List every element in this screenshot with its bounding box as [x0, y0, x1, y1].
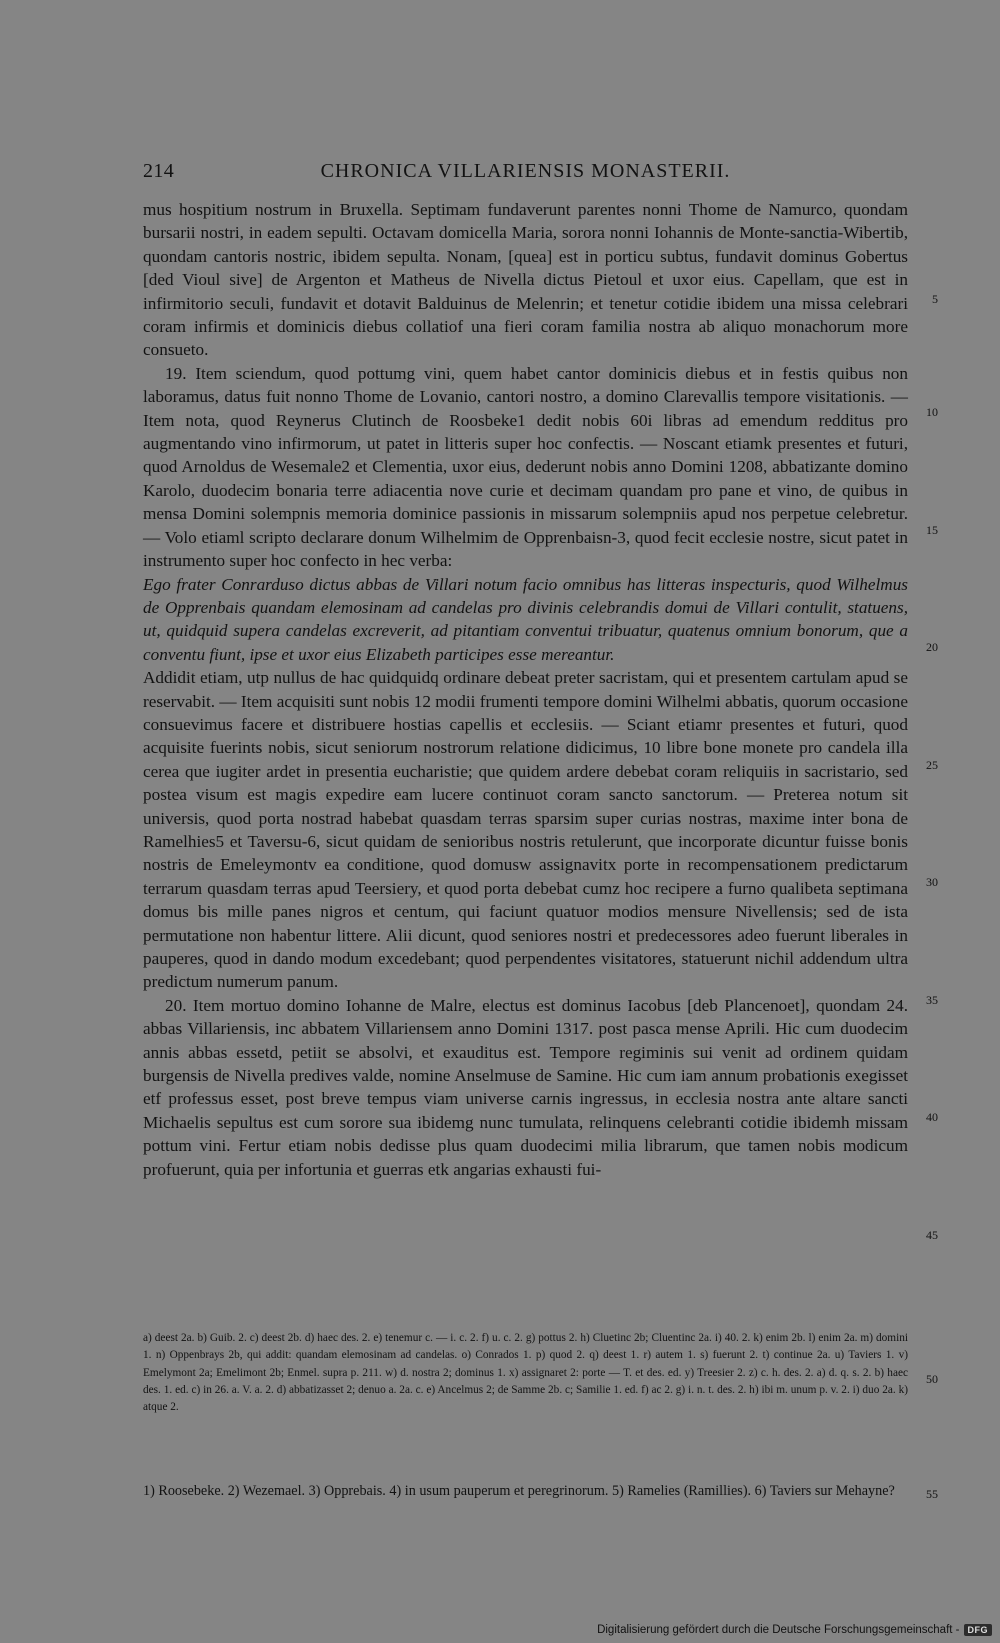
paragraph-19: 19. Item sciendum, quod pottumg vini, quem habet cantor dominicis diebus et in festis quibus non laboramus, datus fuit nonno Thome de Lovanio, cantori nostro, a domino Clarevallis tempore visitationis. — Item nota, quod Reynerus Clutinch de Roosbeke1 dedit nobis 60i libras ad emendum redditus pro augmentando vino infirmorum, ut patet in litteris super hoc confectis. — Noscant etiamk presentes et futuri, quod Arnoldus de Wesemale2 et Clementia, uxor eius, dederunt nobis anno Domini 1208, abbatizante domino Karolo, duodecim bonaria terre adiacentia nove curie et decimam quandam pro pane et vino, de quibus in mensa Domini solempnis memoria dominice passionis in missarum solempniis apud nos perpetue celebretur. — Volo etiaml scripto declarare donum Wilhelmim de Opprenbaisn-3, quod fecit ecclesie nostre, sicut patet in instrumento super hoc confecto in hec verba:	[143, 363, 908, 571]
dfg-logo: DFG	[964, 1624, 993, 1636]
paragraph-19-cont: Addidit etiam, utp nullus de hac quidquidq ordinare debeat preter sacristam, qui et presentem cartulam apud se reservabit. — Item acquisiti sunt nobis 12 modii frumenti tempore domini Wilhelmi abbatis, quorum occasione consuevimus facere et distribuere hostias capellis et ecclesiis. — Sciant etiamr presentes et futuri, quod acquisite fuerints nobis, sicut seniorum nostrorum relatione didicimus, 10 libre bone monete pro candela illa cerea que iugiter ardet in presentia eucharistie; que quidem ardere debebat coram reliquiis in sacristario, sed postea visum est magis expedire eam lucere continuot coram sancto sanctorum. — Preterea notum sit universis, quod porta nostrad habebat quasdam terras sparsim super curias nostras, maxime inter bona de Ramelhies5 et Taversu-6, sicut quidam de senioribus nostris retulerunt, que incorporate dicuntur fuisse bonis nostris de Emeleymontv ea conditione, quod domusw assignavitx porte in recompensationem predictarum terrarum quasdam terras apud Teersiery, et quod porta debebat cumz hoc recipere a furno qualibeta septimana domus bis mille panes nigros et centum, qui faciunt quatuor modios mensure Nivellensis; sed de ista permutatione non habentur littere. Alii dicunt, quod seniores nostri et predecessores adeo fuerunt liberales in pauperes, quod in dando modum excedebant; quod perpendentes visitatores, statuerunt nichil addendum ultra predictum numerum panum.	[143, 668, 908, 992]
explanatory-notes: 1) Roosebeke. 2) Wezemael. 3) Opprebais. 4) in usum pauperum et peregrinorum. 5) Ramelies (Ramillies). 6) Taviers sur Mehayne?	[143, 1483, 895, 1499]
main-text	[143, 198, 908, 1181]
line-number: 15	[926, 523, 938, 537]
line-number: 30	[926, 875, 938, 889]
line-number: 50	[926, 1372, 938, 1386]
running-title: CHRONICA VILLARIENSIS MONASTERII.	[320, 160, 731, 182]
critical-apparatus: a) deest 2a. b) Guib. 2. c) deest 2b. d) haec des. 2. e) tenemur c. — i. c. 2. f) u. c. 2. g) pottus 2. h) Cluetinc 2b; Cluentinc 2a. i) 40. 2. k) enim 2b. l) enim 2a. m) domini 1. n) Oppenbrays 2b, qui addit: quandam elemosinam ad candelas. o) Conrados 1. p) quod 2. q) deest 1. r) autem 1. s) fuerunt 2. t) continue 2a. u) Taviers 1. v) Emelymont 2a; Emelimont 2b; Enmel. supra p. 211. w) d. nostra 2; dominus 1. x) assignaret 2: porte — T. et des. ed. y) Treesier 2. z) c. h. des. 2. a) d. q. s. 2. b) haec des. 1. ed. c) in 26. a. V. a. 2. d) abbatizasset 2; denuo a. 2a. c. e) Ancelmus 2; de Samme 2b. c; Samilie 1. ed. f) ac 2. g) i. n. t. des. 2. h) ibi m. unum p. v. 2. i) duo 2a. k) atque 2.	[143, 1332, 908, 1414]
charter-text: Ego frater Conrarduso dictus abbas de Villari notum facio omnibus has litteras inspecturis, quod Wilhelmus de Opprenbais quandam elemosinam ad candelas pro divinis celebrandis domui de Villari contulit, statuens, ut, quidquid supera candelas excreverit, ad pitantiam conventui tribuatur, quatenus omnium bonorum, que a conventu fiunt, ipse et uxor eius Elizabeth participes esse mereantur.	[143, 574, 908, 664]
page-number: 214	[143, 160, 175, 182]
line-number: 10	[926, 405, 938, 419]
digitization-footer	[597, 1621, 992, 1639]
line-number: 40	[926, 1110, 938, 1124]
line-number: 45	[926, 1228, 938, 1242]
charter-quote	[143, 573, 908, 667]
line-number: 25	[926, 758, 938, 772]
paragraph-continuation: mus hospitium nostrum in Bruxella. Septimam fundaverunt parentes nonni Thome de Namurco, quondam bursarii nostri, in eadem sepulti. Octavam domicella Maria, sorora nonni Iohannis de Monte-sanctia-Wibertib, quondam cantoris nostric, ibidem sepulta. Nonam, [quea] est in porticu subtus, fundavit dominus Gobertus [ded Vioul sive] de Argenton et Matheus de Nivella dictus Pietoul et uxor eius. Capellam, que est in infirmitorio seculi, fundavit et dotavit Balduinus de Melenrin; et tenetur cotidie ibidem una missa celebrari coram infirmis et dominicis diebus collatiof una fieri coram familia nostra ab aliquo monachorum more consueto.	[143, 200, 908, 360]
running-header	[143, 160, 908, 188]
line-number: 55	[926, 1487, 938, 1501]
line-number: 20	[926, 640, 938, 654]
paragraph-20: 20. Item mortuo domino Iohanne de Malre, electus est dominus Iacobus [deb Plancenoet], quondam 24. abbas Villariensis, inc abbatem Villariensem anno Domini 1317. post pasca mense Aprili. Hic cum duodecim annis abbas essetd, petiit se absolvi, et exauditus est. Tempore regiminis sui venit ad ordinem quidam burgensis de Nivella predives valde, nomine Anselmuse de Samine. Hic cum iam annum probationis exegisset etf professus esset, post breve tempus viam universe carnis ingressus, in ecclesia nostra ante altare sancti Michaelis sepultus est cum sorore sua ibidemg nunc tumulata, relinquens celebranti cotidie ibidemh missam pottum vini. Fertur etiam nobis dedisse plus quam duodecimi milia librarum, que tamen nobis modicum profuerunt, quia per infortunia et guerras etk angarias exhausti fui-	[143, 995, 908, 1179]
line-number: 35	[926, 993, 938, 1007]
line-number: 5	[932, 292, 938, 306]
dfg-credit: Digitalisierung gefördert durch die Deutsche Forschungsgemeinschaft -	[597, 1624, 960, 1636]
